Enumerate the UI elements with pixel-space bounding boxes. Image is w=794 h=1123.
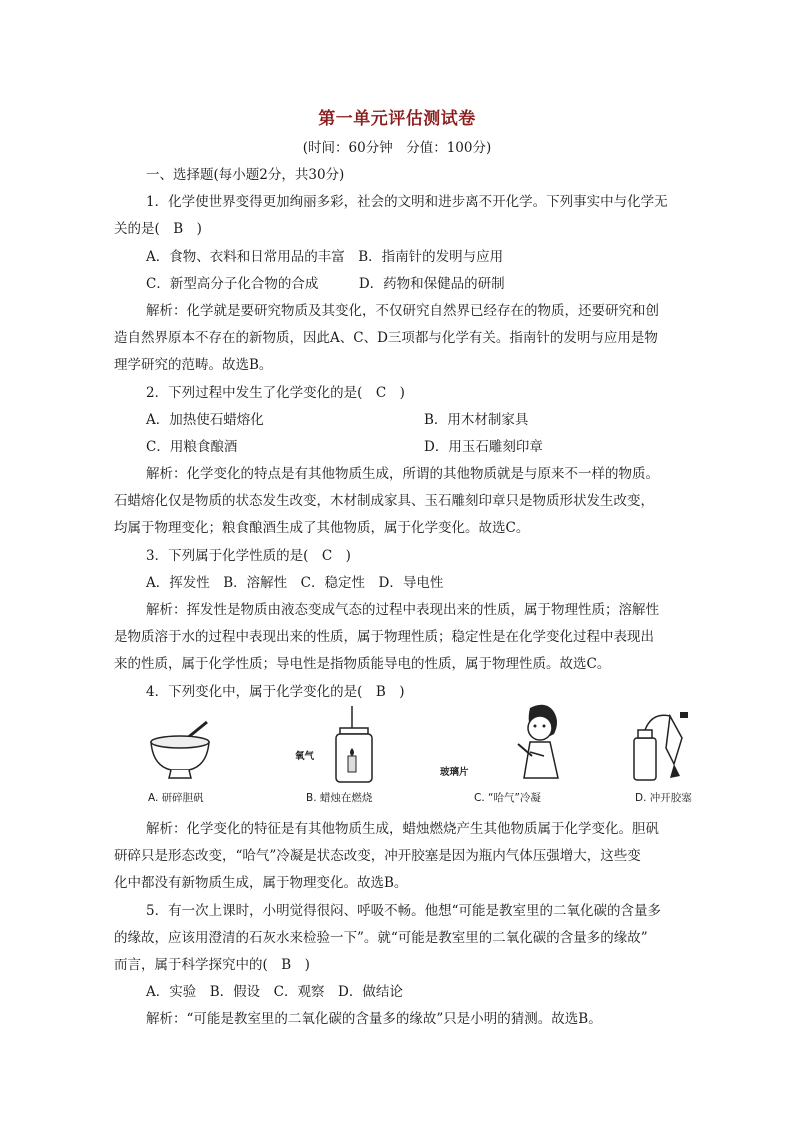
- q4-stem: 4．下列变化中，属于化学变化的是( B ): [146, 684, 405, 700]
- q5-explanation-line1: 解析：“可能是教室里的二氧化碳的含量多的缘故”只是小明的猜测。故选B。: [146, 1011, 602, 1027]
- section-heading: 一、选择题(每小题2分，共30分): [146, 167, 345, 183]
- q3-stem: 3．下列属于化学性质的是( C ): [146, 548, 351, 564]
- fig-caption-b: B. 蜡烛在燃烧: [306, 792, 373, 804]
- fig-caption-c: C. “哈气”冷凝: [474, 792, 541, 804]
- q1-stem-line2: 关的是( B ): [114, 221, 202, 237]
- q4-explanation-line3: 化中都没有新物质生成，属于物理变化。故选B。: [114, 875, 408, 891]
- fig-caption-d: D. 冲开胶塞: [635, 792, 692, 804]
- mortar-pestle-illustration: [145, 712, 215, 786]
- q1-options-ab: A．食物、衣料和日常用品的丰富 B．指南针的发明与应用: [146, 249, 504, 265]
- q2-option-a: A．加热使石蜡熔化: [146, 412, 264, 428]
- q3-explanation-line1: 解析：挥发性是物质由液态变成气态的过程中表现出来的性质，属于物理性质；溶解性: [146, 602, 659, 618]
- q2-explanation-line2: 石蜡熔化仅是物质的状态发生改变，木材制成家具、玉石雕刻印章只是物质形状发生改变，: [114, 493, 654, 509]
- q2-option-d: D．用玉石雕刻印章: [424, 439, 543, 455]
- q3-options: A．挥发性 B．溶解性 C．稳定性 D．导电性: [146, 575, 444, 591]
- q1-explanation-line3: 理学研究的范畴。故选B。: [114, 357, 273, 373]
- q2-option-b: B．用木材制家具: [424, 412, 529, 428]
- exam-info: (时间：60分钟 分值：100分): [302, 140, 492, 156]
- oxygen-label: 氧气: [295, 751, 315, 762]
- q4-figure: [140, 712, 700, 808]
- q4-explanation-line1: 解析：化学变化的特征是有其他物质生成，蜡烛燃烧产生其他物质属于化学变化。胆矾: [146, 821, 659, 837]
- q1-explanation-line2: 造自然界原本不存在的新物质，因此A、C、D三项都与化学有关。指南针的发明与应用是物: [114, 330, 658, 346]
- q5-stem-line2: 的缘故，应该用澄清的石灰水来检验一下”。就“可能是教室里的二氧化碳的含量多的缘故”: [114, 930, 648, 946]
- glass-slide-label: 玻璃片: [440, 767, 469, 778]
- q1-stem-line1: 1．化学使世界变得更加绚丽多彩，社会的文明和进步离不开化学。下列事实中与化学无: [146, 194, 668, 210]
- girl-breathing-illustration: [500, 698, 570, 790]
- q5-stem-line1: 5．有一次上课时，小明觉得很闷、呼吸不畅。他想“可能是教室里的二氧化碳的含量多: [146, 903, 661, 919]
- q3-explanation-line3: 来的性质，属于化学性质；导电性是指物质能导电的性质，属于物理性质。故选C。: [114, 656, 611, 672]
- q1-options-cd: C．新型高分子化合物的合成 D．药物和保健品的研制: [146, 276, 505, 292]
- q2-explanation-line3: 均属于物理变化；粮食酿酒生成了其他物质，属于化学变化。故选C。: [114, 520, 530, 536]
- bottle-stopper-illustration: [630, 708, 700, 788]
- fig-caption-a: A. 研碎胆矾: [148, 792, 204, 804]
- q2-stem: 2．下列过程中发生了化学变化的是( C ): [146, 385, 405, 401]
- q3-explanation-line2: 是物质溶于水的过程中表现出来的性质，属于物理性质；稳定性是在化学变化过程中表现出: [114, 629, 654, 645]
- page-title: 第一单元评估测试卷: [318, 109, 476, 129]
- q1-explanation-line1: 解析：化学就是要研究物质及其变化，不仅研究自然界已经存在的物质，还要研究和创: [146, 303, 659, 319]
- q4-explanation-line2: 研碎只是形态改变，“哈气”冷凝是状态改变，冲开胶塞是因为瓶内气体压强增大，这些变: [114, 848, 641, 864]
- q2-explanation-line1: 解析：化学变化的特点是有其他物质生成，所谓的其他物质就是与原来不一样的物质。: [146, 466, 659, 482]
- q5-options: A．实验 B．假设 C．观察 D．做结论: [146, 984, 403, 1000]
- q5-stem-line3: 而言，属于科学探究中的( B ): [114, 957, 310, 973]
- q2-option-c: C．用粮食酿酒: [146, 439, 238, 455]
